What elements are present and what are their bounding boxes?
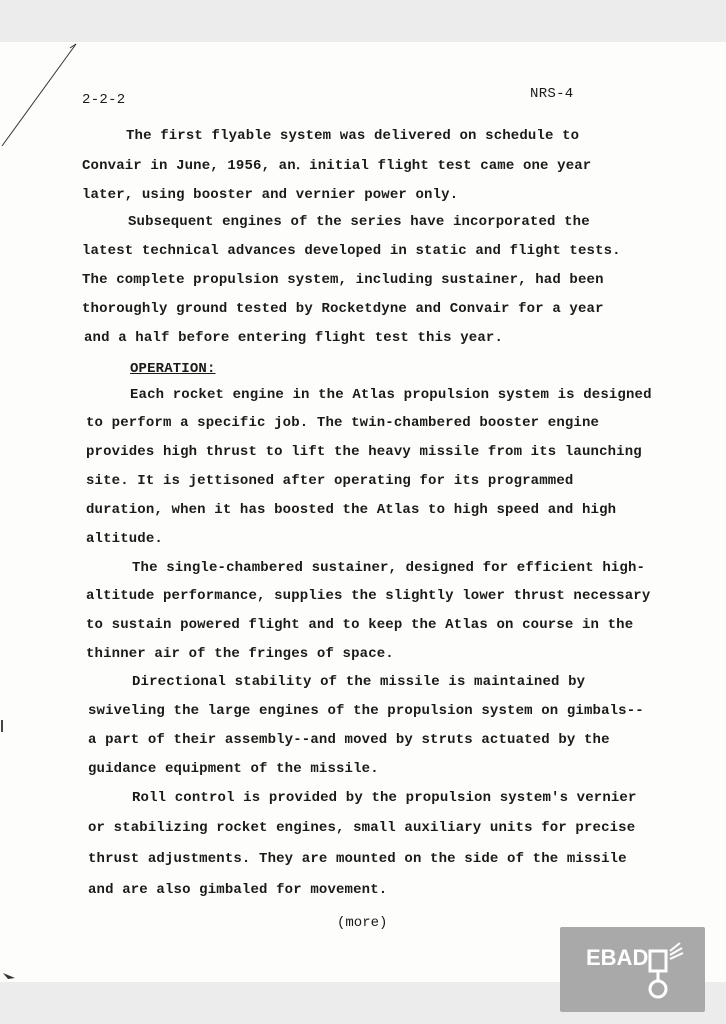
body-line: and are also gimbaled for movement. — [88, 882, 388, 898]
body-line: The single-chambered sustainer, designed for efficient high- — [132, 560, 646, 576]
body-line: and a half before entering flight test this year. — [84, 330, 504, 346]
body-line: latest technical advances developed in static and flight tests. — [82, 243, 621, 259]
corner-scan-mark-icon — [2, 972, 16, 980]
body-line: a part of their assembly--and moved by struts actuated by the — [88, 732, 610, 748]
body-line: later, using booster and vernier power only. — [82, 187, 459, 203]
body-line: Each rocket engine in the Atlas propulsion system is designed — [130, 387, 652, 403]
body-line: duration, when it has boosted the Atlas to high speed and high — [86, 502, 617, 518]
body-line: thoroughly ground tested by Rocketdyne and Convair for a year — [82, 301, 604, 317]
body-line: to perform a specific job. The twin-chambered booster engine — [86, 415, 600, 431]
body-line: altitude. — [86, 531, 163, 547]
pencil-mark-icon — [0, 42, 80, 152]
body-line: Subsequent engines of the series have incorporated the — [128, 214, 590, 230]
body-line: Convair in June, 1956, an․ initial flight test came one year — [82, 158, 592, 174]
body-line: The first flyable system was delivered on schedule to — [126, 128, 580, 144]
top-margin-band — [0, 0, 726, 42]
section-heading-operation: OPERATION: — [130, 361, 216, 377]
body-line: Roll control is provided by the propulsion system's vernier — [132, 790, 637, 806]
body-line: provides high thrust to lift the heavy missile from its launching — [86, 444, 642, 460]
watermark-text: EBAD — [586, 945, 649, 970]
body-line: swiveling the large engines of the propulsion system on gimbals-- — [88, 703, 644, 719]
body-line: Directional stability of the missile is maintained by — [132, 674, 586, 690]
body-line: site. It is jettisoned after operating for its programmed — [86, 473, 574, 489]
body-line: The complete propulsion system, including sustainer, had been — [82, 272, 604, 288]
body-line: guidance equipment of the missile. — [88, 761, 379, 777]
body-line: altitude performance, supplies the slightly lower thrust necessary — [86, 588, 651, 604]
body-line: or stabilizing rocket engines, small auxiliary units for precise — [88, 820, 636, 836]
body-line: thinner air of the fringes of space. — [86, 646, 394, 662]
document-id: NRS-4 — [530, 86, 574, 102]
body-line: to sustain powered flight and to keep the Atlas on course in the — [86, 617, 634, 633]
continuation-note: (more) — [337, 915, 388, 931]
body-line: thrust adjustments. They are mounted on the side of the missile — [88, 851, 627, 867]
page-number: 2-2-2 — [82, 92, 126, 108]
rocket-logo-icon — [648, 937, 692, 1003]
margin-tick — [1, 720, 3, 732]
ebad-watermark — [560, 927, 705, 1012]
